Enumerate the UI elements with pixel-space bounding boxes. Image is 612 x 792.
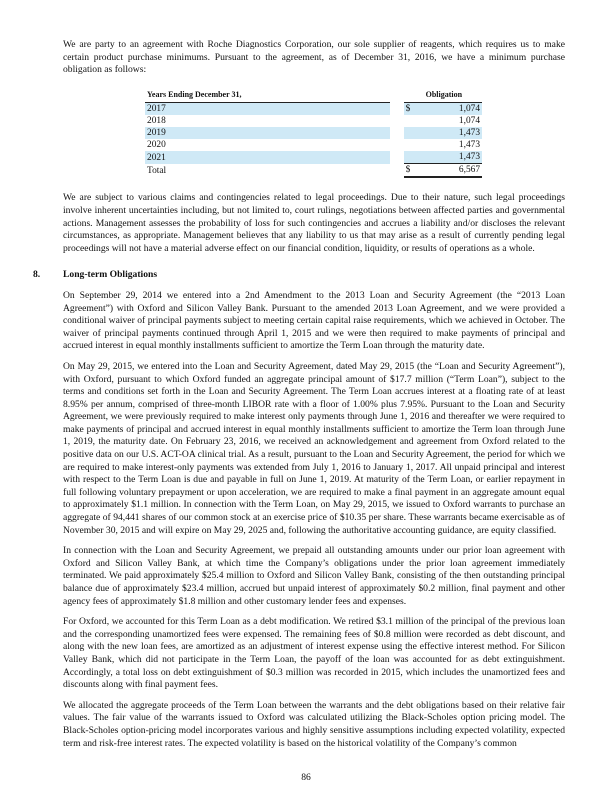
row-gap [390, 164, 404, 178]
section-paragraph: We allocated the aggregate proceeds of the Term Loan between the warrants and the debt obligations based on their relative fair values. The fair value of the warrants issued to Oxford was calculated utilizing the Black-Scholes option pricing model. The Black-Scholes option-pricing model incorporates various and highly sensitive assumptions including expected volatility, expected term and risk-free interest rates. The expected volatility is based on the historical volatility of the Company’s common [63, 699, 565, 749]
document-page [33, 39, 565, 758]
row-amount: 1,074 [421, 103, 482, 116]
table-row [145, 115, 482, 127]
row-currency [404, 151, 422, 164]
long-term-obligations-section [33, 269, 565, 750]
section-heading [33, 269, 565, 282]
table-header-row [145, 89, 482, 103]
table-row [145, 127, 482, 139]
table-row [145, 139, 482, 151]
section-paragraph: On May 29, 2015, we entered into the Loan and Security Agreement, dated May 29, 2015 (the “Loan and Security Agreement”), with Oxford, pursuant to which Oxford funded an aggregate principal amount of $17.7 million (“Term Loan”), subject to the terms and conditions set forth in the Loan and Security Agreement. The Term Loan accrues interest at a floating rate of at least 8.95% per annum, comprised of three-month LIBOR rate with a floor of 1.00% plus 7.95%. Pursuant to the Loan and Security Agreement, we were previously required to make interest only payments through June 1, 2016 and thereafter we were required to make payments of principal and accrued interest in equal monthly installments sufficient to amortize the Term loan through June 1, 2019, the maturity date. On February 23, 2016, we received an acknowledgement and agreement from Oxford related to the positive data on our U.S. ACT-OA clinical trial. As a result, pursuant to the Loan and Security Agreement, the period for which we are required to make interest-only payments was extended from July 1, 2016 to January 1, 2017. All unpaid principal and interest with respect to the Term Loan is due and payable in full on June 1, 2019. At maturity of the Term Loan, or earlier repayment in full following voluntary prepayment or upon acceleration, we are required to make a final payment in an aggregate amount equal to approximately $1.1 million. In connection with the Term Loan, on May 29, 2015, we issued to Oxford warrants to purchase an aggregate of 94,441 shares of our common stock at an exercise price of $10.35 per share. These warrants became exercisable as of November 30, 2015 and will expire on May 29, 2025 and, following the authoritative accounting guidance, are equity classified. [63, 360, 565, 536]
table-total-row [145, 164, 482, 178]
claims-paragraph: We are subject to various claims and contingencies related to legal proceedings. Due to their nature, such legal proceedings involve inherent uncertainties including, but not limited to, court rulings, negotiations between affected parties and governmental actions. Management assesses the probability of loss for such contingencies and accrues a liability and/or discloses the relevant circumstances, as appropriate. Management believes that any liability to us that may arise as a result of currently pending legal proceedings will not have a material adverse effect on our financial condition, liquidity, or results of operations as a whole. [63, 192, 565, 254]
row-gap [390, 139, 404, 151]
row-amount: 1,473 [458, 140, 480, 151]
header-gap [390, 89, 404, 103]
section-number: 8. [33, 269, 41, 281]
row-currency [404, 139, 422, 151]
row-currency [404, 115, 422, 127]
row-gap [390, 127, 404, 139]
table-row [145, 103, 482, 116]
purchase-obligation-table [145, 89, 482, 179]
intro-paragraph: We are party to an agreement with Roche Diagnostics Corporation, our sole supplier of reagents, which requires us to make certain product purchase minimums. Pursuant to the agreement, as of December 31, 2016, we have a minimum purchase obligation as follows: [63, 39, 565, 76]
row-gap [390, 151, 404, 164]
row-year: 2018 [147, 116, 166, 127]
row-currency: $ [404, 103, 422, 116]
row-gap [390, 115, 404, 127]
section-paragraph: In connection with the Loan and Security Agreement, we prepaid all outstanding amounts under our prior loan agreement with Oxford and Silicon Valley Bank, at which time the Company’s obligations under the prior loan agreement immediately terminated. We paid approximately $25.4 million to Oxford and Silicon Valley Bank, consisting of the then outstanding principal balance due of approximately $23.4 million, accrued but unpaid interest of approximately $0.2 million, final payment and other agency fees of approximately $1.8 million and other customary lender fees and expenses. [63, 545, 565, 607]
total-currency: $ [404, 164, 422, 178]
page-number: 86 [301, 772, 311, 783]
row-year: 2019 [145, 127, 390, 139]
row-year: 2017 [145, 103, 390, 116]
total-label: Total [147, 165, 167, 176]
row-amount: 1,074 [458, 116, 480, 127]
header-years: Years Ending December 31, [145, 89, 390, 103]
section-paragraph: For Oxford, we accounted for this Term Loan as a debt modification. We retired $3.1 million of the principal of the previous loan and the corresponding unamortized fees were expensed. The remaining fees of $0.8 million were recorded as debt discount, and along with the new loan fees, are amortized as an adjustment of interest expense using the effective interest method. For Silicon Valley Bank, which did not participate in the Term Loan, the payoff of the loan was accounted for as debt extinguishment. Accordingly, a total loss on debt extinguishment of $0.3 million was recorded in 2015, which includes the unamortized fees and discounts along with final payment fees. [63, 616, 565, 691]
header-obligation: Obligation [404, 89, 482, 103]
row-gap [390, 103, 404, 116]
row-year: 2020 [147, 140, 166, 151]
total-amount: 6,567 [421, 164, 482, 178]
table-row [145, 151, 482, 164]
section-title: Long-term Obligations [63, 269, 158, 281]
section-paragraph: On September 29, 2014 we entered into a 2nd Amendment to the 2013 Loan and Security Agreement (the “2013 Loan Agreement”) with Oxford and Silicon Valley Bank. Pursuant to the amended 2013 Loan Agreement, and we were provided a conditional waiver of principal payments subject to meeting certain capital raise requirements, which we achieved in October. The waiver of principal payments continued through April 1, 2015 and we were then required to make payments of principal and accrued interest in equal monthly installments sufficient to amortize the Term Loan through the maturity date. [63, 289, 565, 352]
row-amount: 1,473 [421, 151, 482, 164]
row-amount: 1,473 [421, 127, 482, 139]
row-currency [404, 127, 422, 139]
row-year: 2021 [145, 151, 390, 164]
